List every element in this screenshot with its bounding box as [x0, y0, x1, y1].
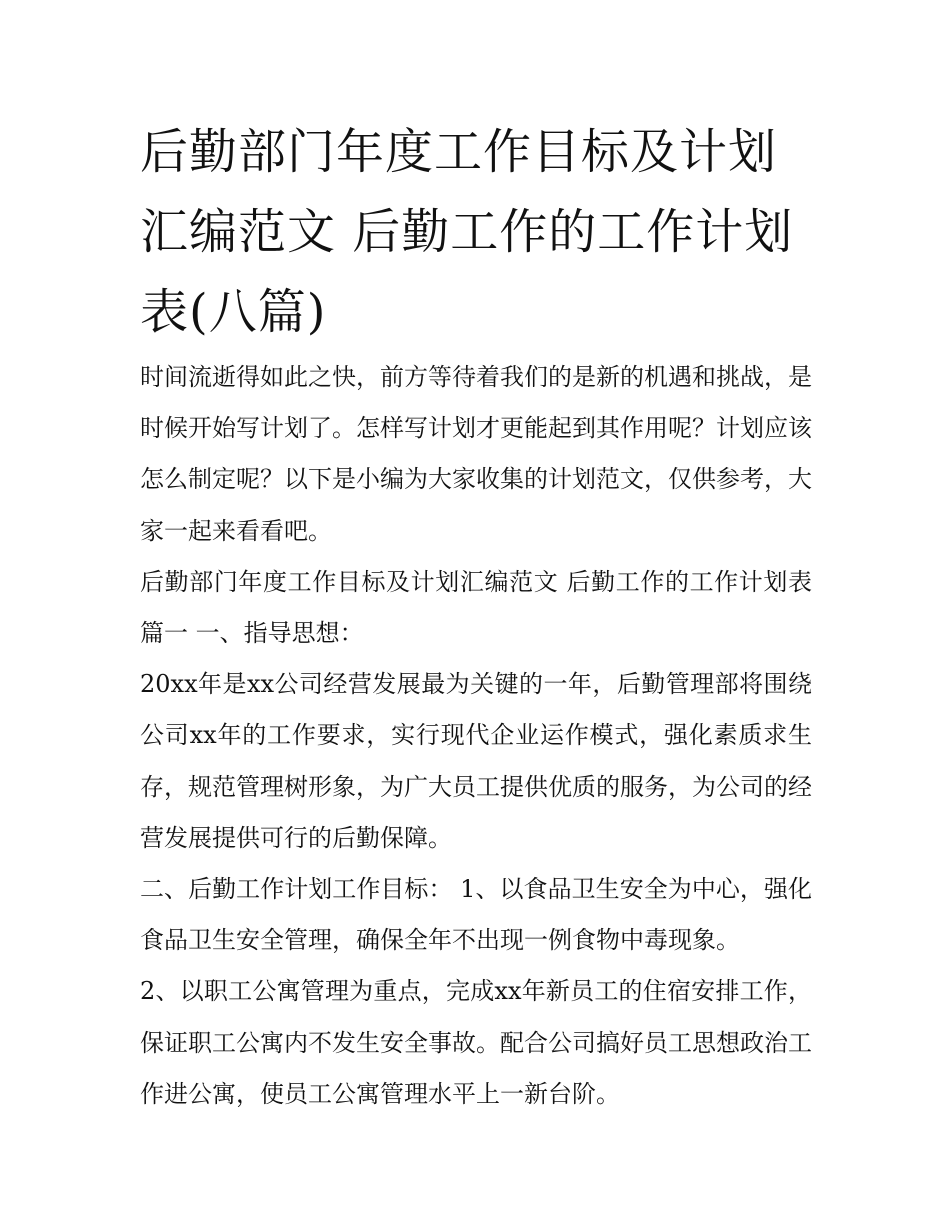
intro-paragraph: 时间流逝得如此之快，前方等待着我们的是新的机遇和挑战，是时候开始写计划了。怎样写计划才更能起到其作用呢？计划应该怎么制定呢？以下是小编为大家收集的计划范文，仅供参考，大家一起来看看吧。 — [140, 363, 812, 545]
document-title: 后勤部门年度工作目标及计划汇编范文 后勤工作的工作计划表(八篇) — [140, 124, 794, 340]
section-heading-paragraph: 后勤部门年度工作目标及计划汇编范文 后勤工作的工作计划表篇一 一、指导思想： — [140, 567, 812, 648]
document-body — [140, 352, 812, 1120]
guiding-thought-paragraph: 20xx年是xx公司经营发展最为关键的一年，后勤管理部将围绕公司xx年的工作要求，实行现代企业运作模式，强化素质求生存，规范管理树形象，为广大员工提供优质的服务，为公司的经营发展提供可行的后勤保障。 — [140, 670, 812, 852]
work-goal-paragraph-2: 2、以职工公寓管理为重点，完成xx年新员工的住宿安排工作，保证职工公寓内不发生安全事故。配合公司搞好员工思想政治工作进公寓，使员工公寓管理水平上一新台阶。 — [140, 977, 812, 1108]
work-goal-paragraph-1: 二、后勤工作计划工作目标： 1、以食品卫生安全为中心，强化食品卫生安全管理，确保全年不出现一例食物中毒现象。 — [140, 875, 812, 955]
